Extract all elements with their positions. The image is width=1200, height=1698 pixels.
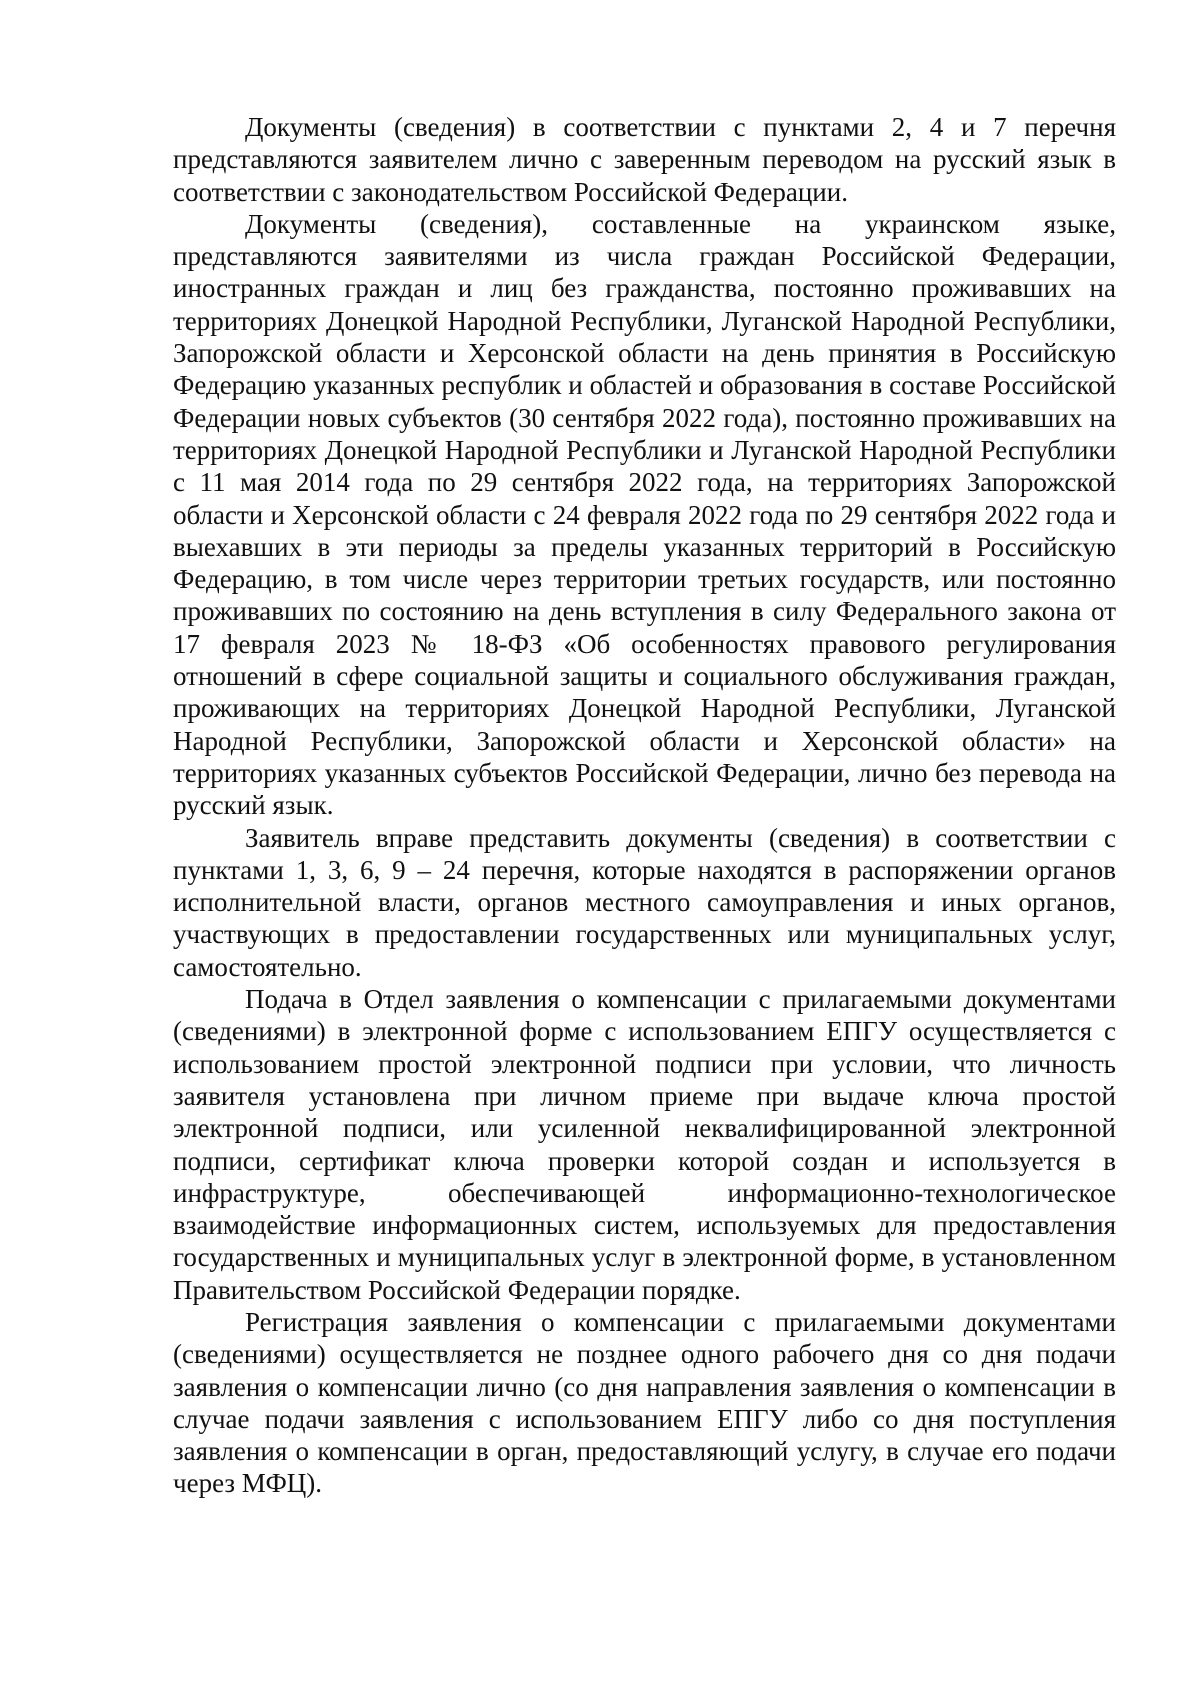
paragraph-5: Регистрация заявления о компенсации с прилагаемыми документами (сведениями) осуществляется не позднее одного рабочего дня со дня подачи заявления о компенсации лично (со дня направления заявления о компенсации в случае подачи заявления с использованием ЕПГУ либо со дня поступления заявления о компенсации в орган, предоставляющий услугу, в случае его подачи через МФЦ). — [173, 1306, 1116, 1499]
paragraph-3: Заявитель вправе представить документы (сведения) в соответствии с пунктами 1, 3, 6, 9 – 24 перечня, которые находятся в распоряжении органов исполнительной власти, органов местного самоуправления и иных органов, участвующих в предоставлении государственных или муниципальных услуг, самостоятельно. — [173, 822, 1116, 982]
paragraph-4: Подача в Отдел заявления о компенсации с прилагаемыми документами (сведениями) в электронной форме с использованием ЕПГУ осуществляется с использованием простой электронной подписи при условии, что личность заявителя установлена при личном приеме при выдаче ключа простой электронной подписи, или усиленной неквалифицированной электронной подписи, сертификат ключа проверки которой создан и используется в инфраструктуре, обеспечивающей информационно-технологическое взаимодействие информационных систем, используемых для предоставления государственных и муниципальных услуг в электронной форме, в установленном Правительством Российской Федерации порядке. — [173, 984, 1116, 1305]
paragraph-2: Документы (сведения), составленные на украинском языке, представляются заявителями из числа граждан Российской Федерации, иностранных граждан и лиц без гражданства, постоянно проживавших на территориях Донецкой Народной Республики, Луганской Народной Республики, Запорожской области и Херсонской области на день принятия в Российскую Федерацию указанных республик и областей и образования в составе Российской Федерации новых субъектов (30 сентября 2022 года), постоянно проживавших на территориях Донецкой Народной Республики и Луганской Народной Республики с 11 мая 2014 года по 29 сентября 2022 года, на территориях Запорожской области и Херсонской области с 24 февраля 2022 года по 29 сентября 2022 года и выехавших в эти периоды за пределы указанных территорий в Российскую Федерацию, в том числе через территории третьих государств, или постоянно проживавших по состоянию на день вступления в силу Федерального закона от 17 февраля 2023 № 18-ФЗ «Об особенностях правового регулирования отношений в сфере социальной защиты и социального обслуживания граждан, проживающих на территориях Донецкой Народной Республики, Луганской Народной Республики, Запорожской области и Херсонской области» на территориях указанных субъектов Российской Федерации, лично без перевода на русский язык. — [173, 208, 1116, 821]
document-body — [173, 111, 1116, 1500]
paragraph-1: Документы (сведения) в соответствии с пунктами 2, 4 и 7 перечня представляются заявителем лично с заверенным переводом на русский язык в соответствии с законодательством Российской Федерации. — [173, 112, 1116, 207]
